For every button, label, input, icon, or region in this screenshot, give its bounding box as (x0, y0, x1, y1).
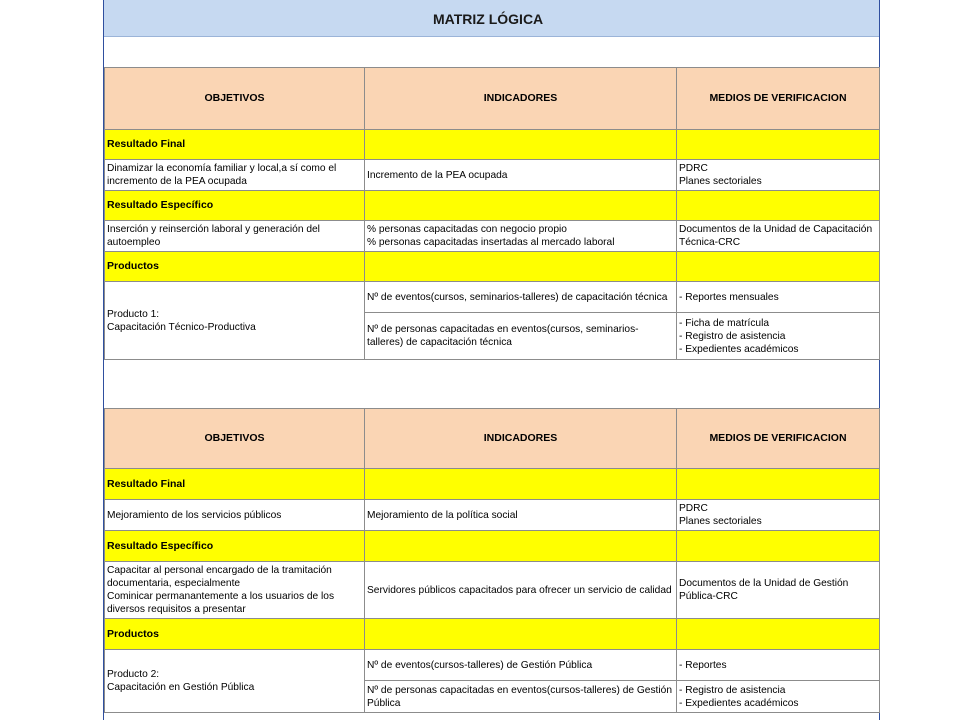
producto-cell: Producto 1: Capacitación Técnico-Productiva (105, 282, 365, 360)
table-row (105, 500, 880, 531)
medios-cell: Documentos de la Unidad de Capacitación Técnica-CRC (677, 221, 880, 252)
logic-matrix-table-2 (104, 408, 880, 713)
section-row-productos (105, 252, 880, 282)
indicador-cell: Nº de eventos(cursos-talleres) de Gestión Pública (365, 650, 677, 681)
section-label: Resultado Específico (105, 531, 365, 562)
medios-cell: - Reportes mensuales (677, 282, 880, 313)
medios-cell: PDRC Planes sectoriales (677, 500, 880, 531)
medios-cell: - Ficha de matrícula - Registro de asistencia - Expedientes académicos (677, 313, 880, 360)
indicador-cell: Incremento de la PEA ocupada (365, 160, 677, 191)
section-label: Resultado Final (105, 130, 365, 160)
indicador-cell: Servidores públicos capacitados para ofrecer un servicio de calidad (365, 562, 677, 619)
objetivo-cell: Dinamizar la economía familiar y local,a sí como el incremento de la PEA ocupada (105, 160, 365, 191)
header-medios: MEDIOS DE VERIFICACION (677, 68, 880, 130)
medios-cell: PDRC Planes sectoriales (677, 160, 880, 191)
table-row (105, 221, 880, 252)
section-label: Productos (105, 619, 365, 650)
medios-cell: - Reportes (677, 650, 880, 681)
section-label: Resultado Específico (105, 191, 365, 221)
indicador-cell: Nº de eventos(cursos, seminarios-talleres) de capacitación técnica (365, 282, 677, 313)
objetivo-cell: Capacitar al personal encargado de la tramitación documentaria, especialmente Cominicar permanantemente a los usuarios de los diversos requisitos a presentar (105, 562, 365, 619)
objetivo-cell: Inserción y reinserción laboral y generación del autoempleo (105, 221, 365, 252)
header-medios: MEDIOS DE VERIFICACION (677, 409, 880, 469)
header-indicadores: INDICADORES (365, 409, 677, 469)
section-row-resultado-final (105, 469, 880, 500)
page-title: MATRIZ LÓGICA (433, 11, 544, 27)
medios-cell: - Registro de asistencia - Expedientes académicos (677, 681, 880, 713)
table-row (105, 562, 880, 619)
indicador-cell: Nº de personas capacitadas en eventos(cursos-talleres) de Gestión Pública (365, 681, 677, 713)
section-label: Resultado Final (105, 469, 365, 500)
matrix-sheet (103, 0, 880, 720)
table-row (105, 160, 880, 191)
header-objetivos: OBJETIVOS (105, 68, 365, 130)
section-label: Productos (105, 252, 365, 282)
indicador-cell: % personas capacitadas con negocio propio % personas capacitadas insertadas al mercado laboral (365, 221, 677, 252)
section-row-resultado-final (105, 130, 880, 160)
title-bar (104, 0, 879, 37)
section-row-resultado-especifico (105, 531, 880, 562)
logic-matrix-table-1 (104, 67, 880, 360)
table-row (105, 650, 880, 681)
indicador-cell: Mejoramiento de la política social (365, 500, 677, 531)
section-row-resultado-especifico (105, 191, 880, 221)
indicador-cell: Nº de personas capacitadas en eventos(cursos, seminarios-talleres) de capacitación técnica (365, 313, 677, 360)
table-row (105, 282, 880, 313)
section-row-productos (105, 619, 880, 650)
header-row (105, 409, 880, 469)
header-objetivos: OBJETIVOS (105, 409, 365, 469)
producto-cell: Producto 2: Capacitación en Gestión Pública (105, 650, 365, 713)
medios-cell: Documentos de la Unidad de Gestión Pública-CRC (677, 562, 880, 619)
header-row (105, 68, 880, 130)
header-indicadores: INDICADORES (365, 68, 677, 130)
objetivo-cell: Mejoramiento de los servicios públicos (105, 500, 365, 531)
